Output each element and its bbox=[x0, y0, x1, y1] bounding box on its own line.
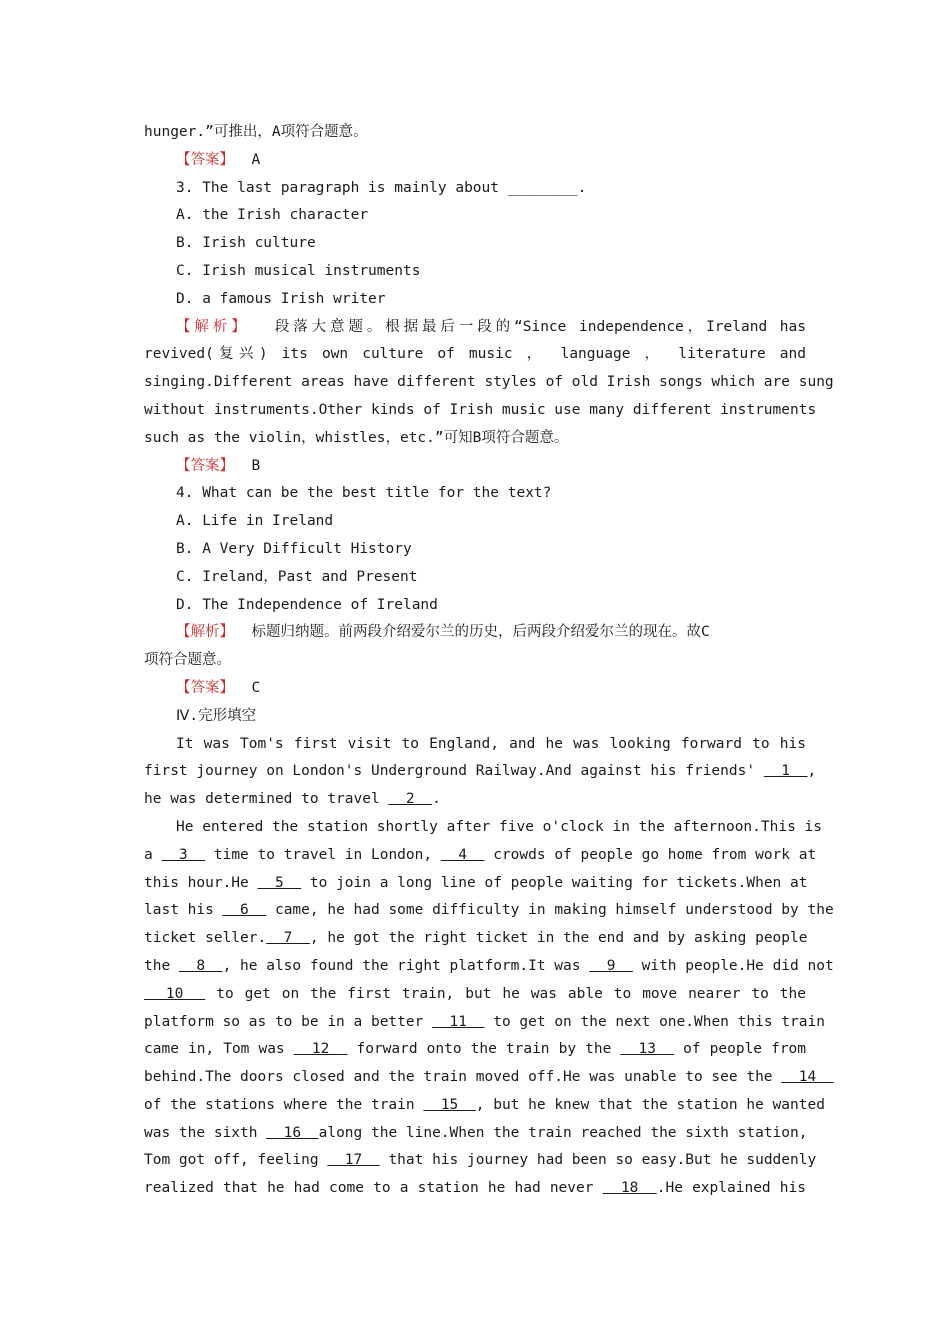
cloze-blank: 2 bbox=[388, 791, 433, 808]
answer-tag: 【答案】 bbox=[176, 151, 234, 168]
cloze-blank: 11 bbox=[432, 1013, 485, 1030]
cloze-blank: 16 bbox=[266, 1124, 319, 1141]
explanation-line: revived(复兴) its own culture of music ， language ， literature and bbox=[144, 346, 806, 363]
explanation-line: such as the violin，whistles，etc.”可知B项符合题意。 bbox=[144, 429, 569, 446]
answer-tag: 【答案】 bbox=[176, 679, 234, 696]
cloze-blank: 14 bbox=[781, 1069, 834, 1086]
page-content bbox=[144, 119, 834, 1203]
cloze-blank: 15 bbox=[423, 1096, 476, 1113]
section-title: Ⅳ.完形填空 bbox=[176, 707, 257, 724]
explanation-line: hunger.”可推出，A项符合题意。 bbox=[144, 124, 368, 140]
passage-line: last his 6 came, he had some difficulty in making himself understood by the bbox=[144, 902, 834, 919]
cloze-blank: 7 bbox=[266, 930, 310, 947]
question-3: 3. The last paragraph is mainly about ________. bbox=[176, 179, 587, 196]
answer-tag: 【答案】 bbox=[176, 457, 234, 474]
cloze-blank: 18 bbox=[602, 1180, 657, 1197]
passage-line: came in, Tom was 12 forward onto the train by the 13 of people from bbox=[144, 1041, 807, 1058]
passage-line: behind.The doors closed and the train moved off.He was unable to see the 14 bbox=[144, 1069, 834, 1086]
cloze-blank: 10 bbox=[144, 985, 206, 1002]
passage-line: It was Tom's first visit to England, and he was looking forward to his bbox=[176, 735, 806, 752]
answer-line bbox=[144, 147, 806, 175]
cloze-blank: 12 bbox=[293, 1041, 348, 1058]
question-4: 4. What can be the best title for the text? bbox=[176, 485, 552, 502]
option: B. Irish culture bbox=[176, 235, 316, 252]
option: C. Irish musical instruments bbox=[176, 262, 421, 279]
option: D. a famous Irish writer bbox=[176, 290, 386, 307]
cloze-blank: 8 bbox=[178, 957, 223, 974]
cloze-blank: 5 bbox=[257, 874, 302, 891]
answer-value: A bbox=[251, 151, 261, 168]
passage-line: this hour.He 5 to join a long line of people waiting for tickets.When at bbox=[144, 874, 808, 891]
passage-line: 10 to get on the first train, but he was able to move nearer to the bbox=[144, 985, 806, 1002]
answer-value: C bbox=[251, 679, 261, 696]
cloze-blank: 17 bbox=[327, 1152, 380, 1169]
explanation-tag: 【解析】 bbox=[176, 318, 250, 335]
passage-line: realized that he had come to a station he had never 18 .He explained his bbox=[144, 1180, 806, 1197]
cloze-blank: 13 bbox=[620, 1041, 675, 1058]
explanation-line: without instruments.Other kinds of Irish music use many different instruments bbox=[144, 401, 817, 418]
option: D. The Independence of Ireland bbox=[176, 596, 438, 613]
explanation-line: singing.Different areas have different styles of old Irish songs which are sung bbox=[144, 374, 834, 391]
cloze-blank: 9 bbox=[589, 957, 633, 974]
answer-value: B bbox=[251, 457, 261, 474]
option: C. Ireland，Past and Present bbox=[176, 568, 418, 585]
explanation-line: 【解析】 段落大意题。根据最后一段的“Since independence，Ireland has bbox=[176, 318, 806, 335]
passage-line: first journey on London's Underground Railway.And against his friends' 1 , bbox=[144, 763, 817, 780]
cloze-blank: 4 bbox=[440, 846, 485, 863]
cloze-blank: 1 bbox=[763, 763, 808, 780]
explanation-tag: 【解析】 bbox=[176, 624, 234, 641]
cloze-blank: 3 bbox=[161, 846, 206, 863]
passage-line: he was determined to travel 2 . bbox=[144, 791, 441, 808]
explanation-line: 【解析】 标题归纳题。前两段介绍爱尔兰的历史，后两段介绍爱尔兰的现在。故C bbox=[176, 624, 710, 641]
passage-line: He entered the station shortly after five o'clock in the afternoon.This is bbox=[176, 818, 823, 835]
option: A. Life in Ireland bbox=[176, 513, 334, 530]
passage-line: a 3 time to travel in London, 4 crowds of people go home from work at bbox=[144, 846, 817, 863]
passage-line: ticket seller. 7 , he got the right ticket in the end and by asking people bbox=[144, 930, 808, 947]
option: B. A Very Difficult History bbox=[176, 540, 412, 557]
explanation-line: 项符合题意。 bbox=[144, 652, 231, 669]
answer-line bbox=[144, 675, 806, 703]
passage-line: of the stations where the train 15 , but he knew that the station he wanted bbox=[144, 1096, 825, 1113]
passage-line: the 8 , he also found the right platform.It was 9 with people.He did not bbox=[144, 957, 834, 974]
answer-line bbox=[144, 453, 806, 481]
passage-line: platform so as to be in a better 11 to get on the next one.When this train bbox=[144, 1013, 825, 1030]
option: A. the Irish character bbox=[176, 207, 369, 224]
cloze-blank: 6 bbox=[222, 902, 267, 919]
passage-line: Tom got off, feeling 17 that his journey had been so easy.But he suddenly bbox=[144, 1152, 817, 1169]
passage-line: was the sixth 16 along the line.When the train reached the sixth station, bbox=[144, 1124, 808, 1141]
